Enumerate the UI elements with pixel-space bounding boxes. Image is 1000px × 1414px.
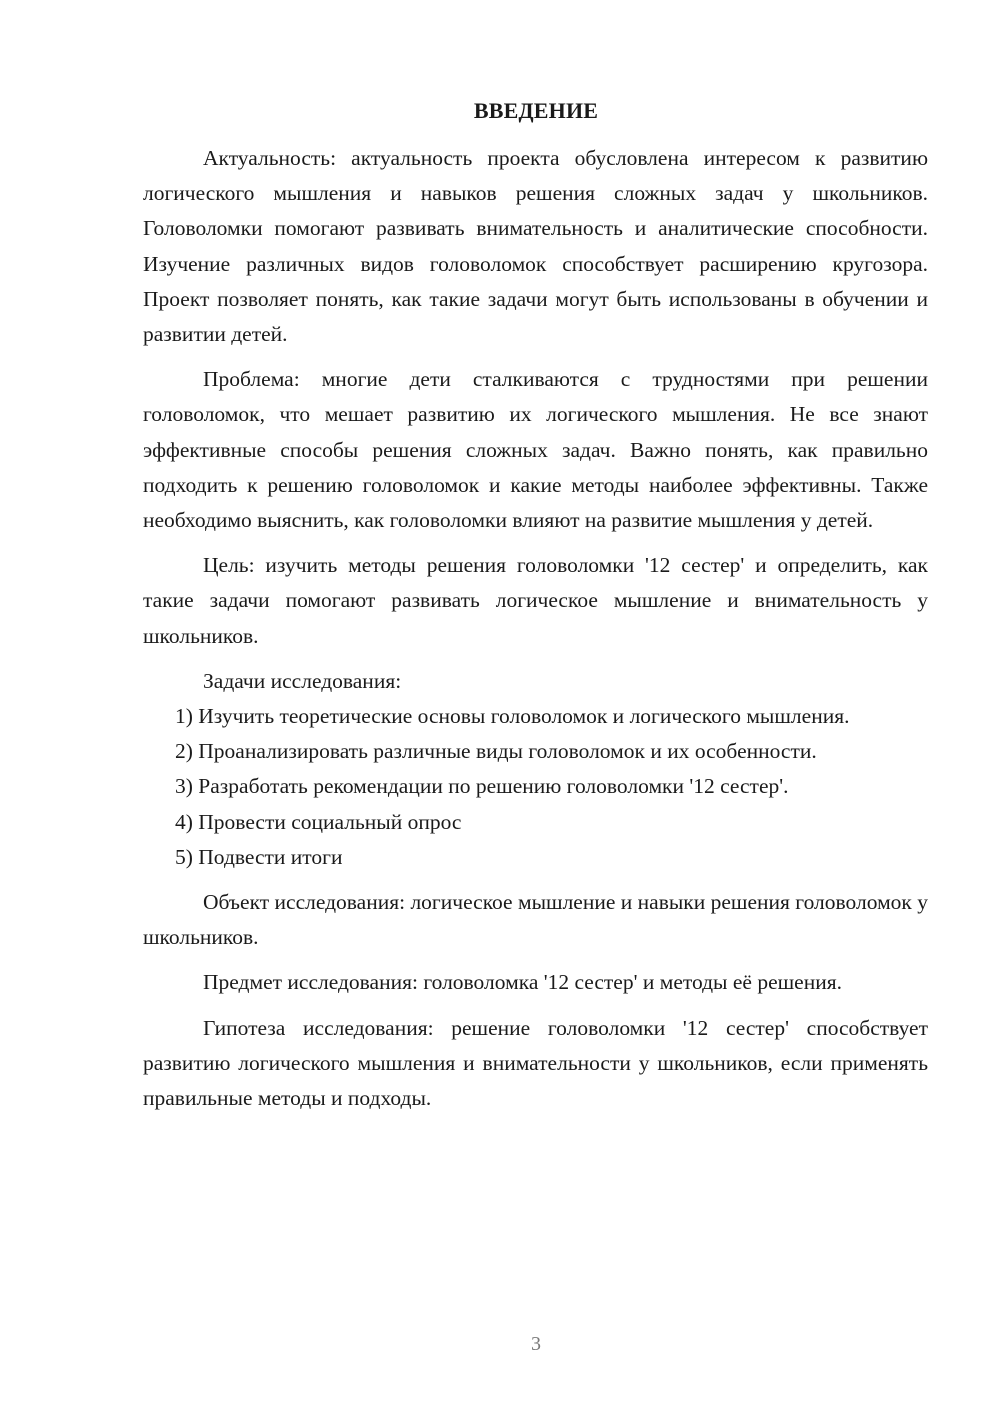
task-item-4: 4) Провести социальный опрос (175, 809, 462, 834)
paragraph-goal: Цель: изучить методы решения головоломки '12 сестер' и определить, как такие задачи помогают развивать логическое мышление и внимательность у школьников. (143, 553, 928, 648)
task-item-5: 5) Подвести итоги (175, 844, 343, 869)
page-heading: ВВЕДЕНИЕ (473, 98, 599, 123)
paragraph-subject: Предмет исследования: головоломка '12 сестер' и методы её решения. (203, 970, 843, 995)
paragraph-hypothesis: Гипотеза исследования: решение головоломки '12 сестер' способствует развитию логического мышления и внимательности у школьников, если применять правильные методы и подходы. (143, 1015, 928, 1111)
task-item-2: 2) Проанализировать различные виды головоломок и их особенности. (175, 739, 817, 764)
tasks-title: Задачи исследования: (203, 668, 402, 693)
task-item-1: 1) Изучить теоретические основы головоломок и логического мышления. (175, 704, 850, 729)
task-item-3: 3) Разработать рекомендации по решению головоломки '12 сестер'. (175, 774, 789, 799)
page-content (143, 141, 928, 1116)
page-number: 3 (531, 1333, 541, 1355)
paragraph-object: Объект исследования: логическое мышление и навыки решения головоломок у школьников. (143, 890, 928, 950)
paragraph-relevance: Актуальность: актуальность проекта обусловлена интересом к развитию логического мышления и навыков решения сложных задач у школьников. Головоломки помогают развивать внимательность и аналитические способности. Изучение различных видов головоломок способствует расширению кругозора. Проект позволяет понять, как такие задачи могут быть использованы в обучении и развитии детей. (143, 146, 928, 347)
paragraph-problem: Проблема: многие дети сталкиваются с трудностями при решении головоломок, что мешает развитию их логического мышления. Не все знают эффективные способы решения сложных задач. Важно понять, как правильно подходить к решению головоломок и какие методы наиболее эффективны. Также необходимо выяснить, как головоломки влияют на развитие мышления у детей. (143, 367, 928, 533)
